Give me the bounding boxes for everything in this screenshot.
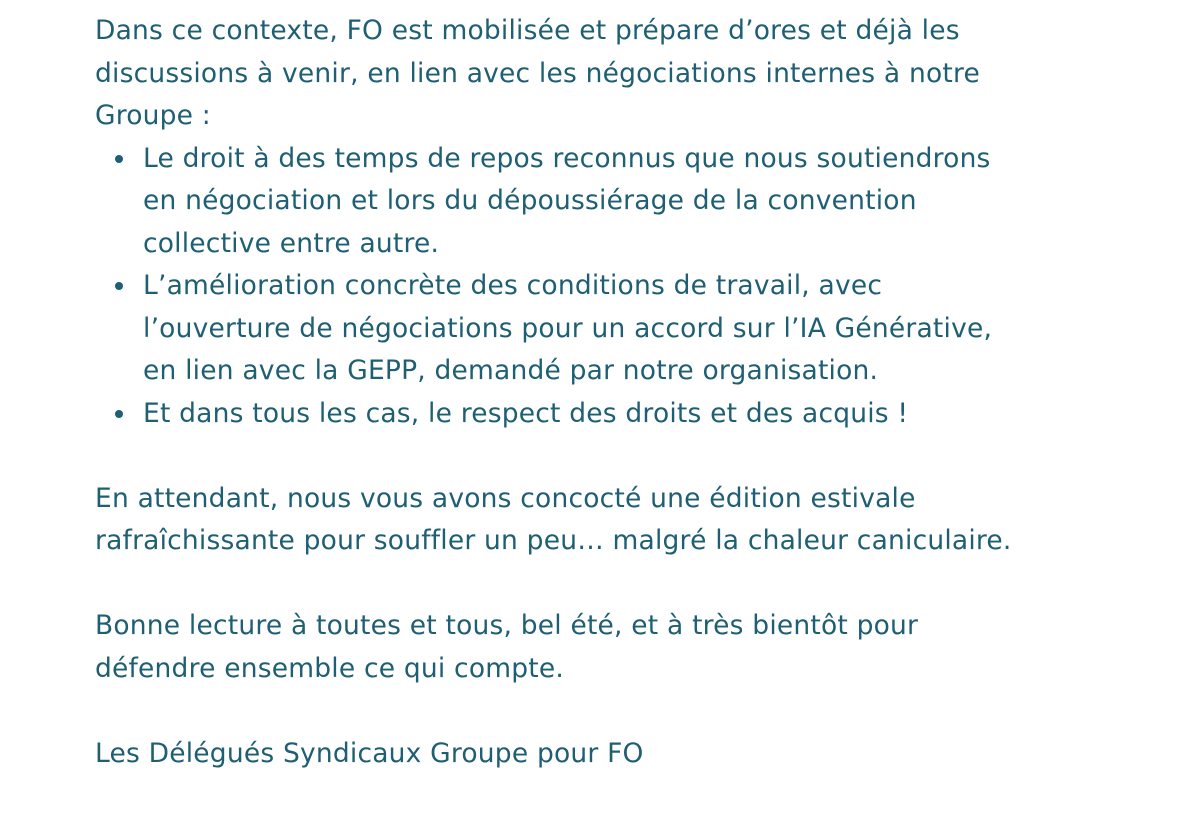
closing-line: Bonne lecture à toutes et tous, bel été, et à très bientôt pour <box>95 610 919 641</box>
intro-line: Dans ce contexte, FO est mobilisée et prépare d’ores et déjà les <box>95 15 960 46</box>
list-item-line: Le droit à des temps de repos reconnus que nous soutiendrons <box>143 142 991 174</box>
summer-paragraph <box>95 478 1155 563</box>
summer-line: rafraîchissante pour souffler un peu… malgré la chaleur caniculaire. <box>95 525 1012 556</box>
list-item-line: collective entre autre. <box>143 227 440 259</box>
intro-line: discussions à venir, en lien avec les négociations internes à notre <box>95 57 980 89</box>
closing-paragraph <box>95 605 1155 690</box>
list-item <box>95 138 1155 266</box>
bullet-dot-icon <box>115 282 123 290</box>
document-body <box>95 10 1155 775</box>
paragraph-spacer <box>95 690 1155 733</box>
list-item <box>95 393 1155 436</box>
intro-paragraph <box>95 10 1155 138</box>
paragraph-spacer <box>95 435 1155 478</box>
closing-line: défendre ensemble ce qui compte. <box>95 652 564 684</box>
summer-line: En attendant, nous vous avons concocté une édition estivale <box>95 482 916 514</box>
paragraph-spacer <box>95 563 1155 606</box>
list-item <box>95 265 1155 393</box>
bullet-dot-icon <box>115 410 123 418</box>
signature-line: Les Délégués Syndicaux Groupe pour FO <box>95 737 644 769</box>
list-item-line: en lien avec la GEPP, demandé par notre organisation. <box>143 355 879 386</box>
list-item-line: L’amélioration concrète des conditions de travail, avec <box>143 270 883 301</box>
list-item-line: l’ouverture de négociations pour un accord sur l’IA Générative, <box>143 312 993 344</box>
bullet-dot-icon <box>115 155 123 163</box>
intro-line: Groupe : <box>95 100 211 131</box>
list-item-line: en négociation et lors du dépoussiérage de la convention <box>143 185 917 216</box>
demands-list <box>95 138 1155 436</box>
list-item-line: Et dans tous les cas, le respect des droits et des acquis ! <box>143 397 909 429</box>
signature <box>95 733 1155 776</box>
